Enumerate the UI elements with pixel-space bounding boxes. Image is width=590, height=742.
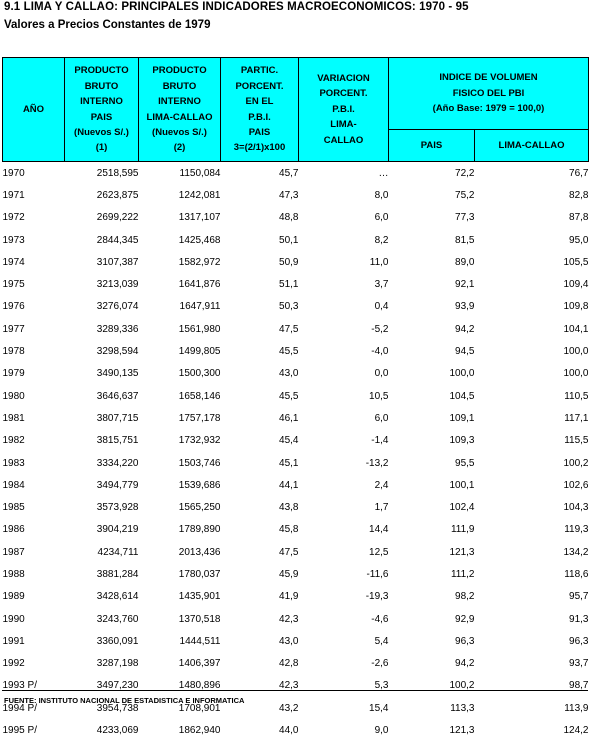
cell-partic: 43,0 [279,635,299,647]
cell-variacion: -11,6 [366,568,389,580]
header-line: PARTIC. [240,65,279,77]
cell-variacion: 2,4 [374,479,389,491]
cell-year: 1985 [2,502,25,514]
cell-variacion: 8,0 [374,189,389,201]
cell-pbi-lima: 1370,518 [178,613,221,625]
cell-indice-lima: 76,7 [569,167,589,179]
cell-pbi-pais: 2623,875 [96,189,139,201]
cell-pbi-lima: 1503,746 [178,457,221,469]
cell-pbi-pais: 3954,738 [96,702,139,714]
cell-indice-lima: 96,3 [569,635,589,647]
cell-year: 1986 [2,524,25,536]
cell-variacion: 11,0 [369,256,389,268]
cell-pbi-pais: 3881,284 [96,568,139,580]
cell-indice-pais: 109,3 [449,435,475,447]
cell-variacion: 3,7 [374,279,389,291]
table-row [3,541,589,563]
cell-partic: 46,1 [279,412,299,424]
cell-indice-pais: 111,9 [450,524,475,536]
header-line: LIMA-CALLAO [146,111,213,123]
cell-variacion: 14,4 [369,524,389,536]
table-row [3,273,589,295]
cell-year: 1991 [2,635,25,647]
cell-pbi-pais: 2518,595 [96,167,139,179]
cell-indice-lima: 102,6 [563,479,589,491]
cell-pbi-pais: 3807,715 [96,412,139,424]
cell-indice-pais: 109,1 [449,412,475,424]
cell-year: 1992 [2,658,25,670]
cell-partic: 42,3 [279,680,299,692]
header-indice [389,58,589,130]
cell-partic: 45,5 [279,390,299,402]
header-line: P.B.I. [248,111,271,123]
cell-indice-pais: 100,0 [449,368,475,380]
cell-pbi-pais: 3497,230 [96,680,139,692]
cell-indice-pais: 92,9 [455,613,475,625]
cell-variacion: 10,5 [369,390,389,402]
table-row [3,608,589,630]
cell-partic: 50,3 [279,301,299,313]
header-line: P.B.I. [332,103,355,115]
cell-pbi-lima: 1406,397 [178,658,221,670]
table-row [3,474,589,496]
cell-variacion: 0,4 [374,301,389,313]
header-line: EN EL [245,96,274,108]
cell-pbi-lima: 1708,901 [178,702,221,714]
cell-pbi-lima: 1582,972 [178,256,221,268]
cell-indice-pais: 96,3 [455,635,475,647]
header-indice-pais: PAIS [389,130,475,162]
cell-pbi-lima: 1242,081 [178,189,221,201]
header-line: VARIACION [317,72,370,84]
cell-indice-pais: 121,3 [449,725,475,737]
cell-pbi-pais: 4233,069 [96,725,139,737]
header-line: PAIS [248,126,271,138]
cell-partic: 43,2 [279,702,299,714]
cell-partic: 45,9 [279,568,299,580]
cell-pbi-lima: 1647,911 [179,301,221,313]
cell-partic: 47,3 [279,189,299,201]
cell-partic: 45,5 [279,346,299,358]
table-row [3,653,589,675]
header-line: FISICO DEL PBI [452,87,525,99]
cell-partic: 50,9 [279,256,299,268]
cell-partic: 45,8 [279,524,299,536]
cell-pbi-lima: 1780,037 [178,568,221,580]
header-line: LIMA- [330,119,357,131]
table-row [3,675,589,697]
cell-pbi-lima: 1150,084 [179,167,221,179]
header-line: PRODUCTO [74,65,129,77]
cell-pbi-lima: 1732,932 [178,435,221,447]
cell-pbi-pais: 2844,345 [96,234,139,246]
cell-year: 1980 [2,390,25,402]
cell-partic: 44,1 [279,479,299,491]
cell-partic: 42,3 [279,613,299,625]
cell-indice-pais: 121,3 [449,546,475,558]
cell-partic: 41,9 [279,591,299,603]
cell-year: 1995 P/ [2,725,37,737]
cell-indice-pais: 111,2 [450,568,475,580]
cell-indice-lima: 113,9 [564,702,589,714]
cell-pbi-pais: 3107,387 [96,256,139,268]
cell-pbi-pais: 4234,711 [97,546,139,558]
cell-indice-lima: 100,0 [563,346,589,358]
cell-variacion: -19,3 [365,591,389,603]
cell-year: 1993 P/ [2,680,37,692]
cell-year: 1987 [2,546,25,558]
header-variacion [299,58,389,162]
table-row [3,407,589,429]
cell-variacion: 8,2 [374,234,389,246]
cell-indice-pais: 81,5 [455,234,475,246]
cell-pbi-pais: 3243,760 [96,613,139,625]
cell-variacion: 12,5 [369,546,389,558]
cell-pbi-lima: 1789,890 [178,524,221,536]
cell-pbi-lima: 2013,436 [178,546,221,558]
table-row [3,519,589,541]
header-pbi-lima [139,58,221,162]
table-row [3,229,589,251]
cell-indice-pais: 98,2 [455,591,475,603]
cell-indice-pais: 89,0 [455,256,475,268]
header-line: PORCENT. [319,88,368,100]
cell-partic: 45,4 [279,435,299,447]
header-line: INTERNO [158,96,201,108]
cell-variacion: 5,4 [374,635,389,647]
cell-indice-lima: 118,6 [564,568,589,580]
cell-variacion: -4,6 [371,613,389,625]
table-row [3,452,589,474]
cell-indice-lima: 87,8 [569,212,589,224]
header-line: PAIS [90,111,113,123]
table-row [3,207,589,229]
cell-indice-pais: 94,5 [455,346,475,358]
page-title: 9.1 LIMA Y CALLAO: PRINCIPALES INDICADORES MACROECONOMICOS: 1970 - 95 [4,1,469,13]
cell-indice-lima: 134,2 [563,546,589,558]
cell-partic: 43,0 [279,368,299,380]
cell-indice-pais: 100,1 [449,479,475,491]
cell-pbi-pais: 3428,614 [96,591,139,603]
table-row [3,340,589,362]
table-row [3,318,589,340]
table-row [3,586,589,608]
cell-pbi-pais: 3213,039 [96,279,139,291]
cell-pbi-pais: 3334,220 [96,457,139,469]
bottom-rule [2,690,588,691]
cell-pbi-pais: 3494,779 [96,479,139,491]
header-line: INTERNO [80,96,123,108]
cell-variacion: 15,4 [369,702,389,714]
cell-indice-pais: 72,2 [455,167,475,179]
cell-pbi-lima: 1500,300 [178,368,221,380]
table-row [3,496,589,518]
cell-partic: 44,0 [279,725,299,737]
cell-pbi-pais: 3360,091 [96,635,139,647]
cell-year: 1990 [2,613,25,625]
header-year: AÑO [3,58,65,162]
cell-indice-pais: 94,2 [455,658,475,670]
cell-pbi-pais: 3573,928 [96,502,139,514]
cell-variacion: 5,3 [374,680,389,692]
table-row [3,184,589,206]
cell-pbi-pais: 3815,751 [96,435,139,447]
cell-year: 1972 [2,212,25,224]
header-pbi-pais [65,58,139,162]
cell-pbi-pais: 3490,135 [96,368,139,380]
cell-indice-lima: 105,5 [563,256,589,268]
cell-pbi-lima: 1641,876 [178,279,221,291]
header-line: INDICE DE VOLUMEN [439,72,538,84]
cell-partic: 48,8 [279,212,299,224]
table-row [3,719,589,741]
header-line: (Año Base: 1979 = 100,0) [432,103,545,115]
cell-indice-lima: 109,4 [563,279,589,291]
cell-indice-pais: 93,9 [455,301,475,313]
cell-pbi-lima: 1444,511 [179,635,221,647]
cell-year: 1982 [2,435,25,447]
cell-indice-lima: 115,5 [564,435,589,447]
cell-pbi-lima: 1561,980 [178,323,221,335]
cell-year: 1983 [2,457,25,469]
header-line: (Nuevos S/.) [152,126,207,138]
cell-variacion: 6,0 [374,412,389,424]
cell-pbi-lima: 1435,901 [178,591,221,603]
header-partic [221,58,299,162]
header-indice-lima: LIMA-CALLAO [475,130,589,162]
cell-indice-lima: 110,5 [564,390,589,402]
cell-pbi-lima: 1757,178 [178,412,221,424]
cell-pbi-lima: 1565,250 [178,502,221,514]
table-row [3,296,589,318]
header-line: (2) [173,142,186,154]
cell-year: 1979 [2,368,25,380]
cell-pbi-lima: 1317,107 [178,212,221,224]
cell-year: 1973 [2,234,25,246]
cell-indice-lima: 100,0 [563,368,589,380]
cell-indice-lima: 119,3 [564,524,589,536]
cell-year: 1977 [2,323,25,335]
cell-variacion: -13,2 [365,457,389,469]
macro-indicators-table [2,57,589,742]
cell-variacion: 1,7 [374,502,389,514]
table-row [3,251,589,273]
cell-indice-pais: 100,2 [449,680,475,692]
cell-variacion: -2,6 [371,658,389,670]
cell-partic: 45,7 [279,167,299,179]
cell-variacion: -4,0 [371,346,389,358]
header-line: (1) [95,142,108,154]
table-row [3,363,589,385]
cell-pbi-pais: 3298,594 [96,346,139,358]
cell-indice-pais: 94,2 [455,323,475,335]
cell-indice-lima: 98,7 [569,680,589,692]
cell-partic: 47,5 [279,323,299,335]
cell-pbi-lima: 1480,896 [178,680,221,692]
cell-indice-pais: 75,2 [455,189,475,201]
cell-indice-lima: 95,0 [569,234,589,246]
cell-year: 1974 [2,256,25,268]
cell-indice-lima: 104,3 [563,502,589,514]
cell-pbi-lima: 1539,686 [178,479,221,491]
cell-pbi-pais: 3276,074 [96,301,139,313]
page-subtitle: Valores a Precios Constantes de 1979 [4,19,211,31]
cell-variacion: 6,0 [374,212,389,224]
cell-year: 1978 [2,346,25,358]
cell-pbi-pais: 3646,637 [96,390,139,402]
cell-indice-lima: 104,1 [563,323,589,335]
cell-indice-lima: 95,7 [569,591,589,603]
cell-partic: 47,5 [279,546,299,558]
cell-partic: 43,8 [279,502,299,514]
cell-indice-lima: 109,8 [563,301,589,313]
cell-partic: 45,1 [279,457,299,469]
cell-indice-lima: 91,3 [569,613,589,625]
cell-year: 1994 P/ [2,702,37,714]
table-row [3,563,589,585]
cell-year: 1971 [2,189,25,201]
cell-pbi-lima: 1658,146 [178,390,221,402]
cell-pbi-pais: 3904,219 [96,524,139,536]
cell-indice-pais: 104,5 [449,390,475,402]
cell-indice-pais: 102,4 [449,502,475,514]
table-row [3,385,589,407]
cell-partic: 50,1 [279,234,299,246]
cell-year: 1976 [2,301,25,313]
cell-pbi-pais: 3289,336 [96,323,139,335]
header-line: BRUTO [162,80,197,92]
cell-pbi-lima: 1499,805 [178,346,221,358]
cell-indice-lima: 100,2 [563,457,589,469]
cell-indice-lima: 93,7 [569,658,589,670]
cell-pbi-lima: 1425,468 [178,234,221,246]
cell-pbi-lima: 1862,940 [178,725,221,737]
cell-indice-pais: 77,3 [455,212,475,224]
cell-year: 1981 [2,412,25,424]
table-row [3,162,589,185]
cell-year: 1970 [2,167,25,179]
cell-variacion: -1,4 [371,435,389,447]
cell-partic: 51,1 [279,279,299,291]
cell-partic: 42,8 [279,658,299,670]
header-line: PORCENT. [235,80,284,92]
header-line: 3=(2/1)x100 [233,142,286,154]
header-line: BRUTO [84,80,119,92]
header-line: CALLAO [323,134,364,146]
cell-pbi-pais: 3287,198 [96,658,139,670]
header-line: (Nuevos S/.) [74,126,129,138]
cell-indice-lima: 82,8 [569,189,589,201]
cell-indice-lima: 117,1 [564,412,589,424]
source-note: FUENTE: INSTITUTO NACIONAL DE ESTADISTICA E INFORMATICA [4,696,245,705]
cell-variacion: 9,0 [374,725,389,737]
cell-year: 1975 [2,279,25,291]
header-line: PRODUCTO [152,65,207,77]
cell-year: 1989 [2,591,25,603]
table-row [3,630,589,652]
cell-indice-lima: 124,2 [563,725,589,737]
cell-pbi-pais: 2699,222 [96,212,139,224]
cell-year: 1984 [2,479,25,491]
table-row [3,430,589,452]
cell-variacion: 0,0 [374,368,389,380]
table-body [3,162,589,742]
cell-variacion: -5,2 [371,323,389,335]
cell-year: 1988 [2,568,25,580]
cell-indice-pais: 95,5 [455,457,475,469]
cell-indice-pais: 92,1 [455,279,475,291]
cell-indice-pais: 113,3 [450,702,475,714]
cell-variacion: … [378,167,389,179]
